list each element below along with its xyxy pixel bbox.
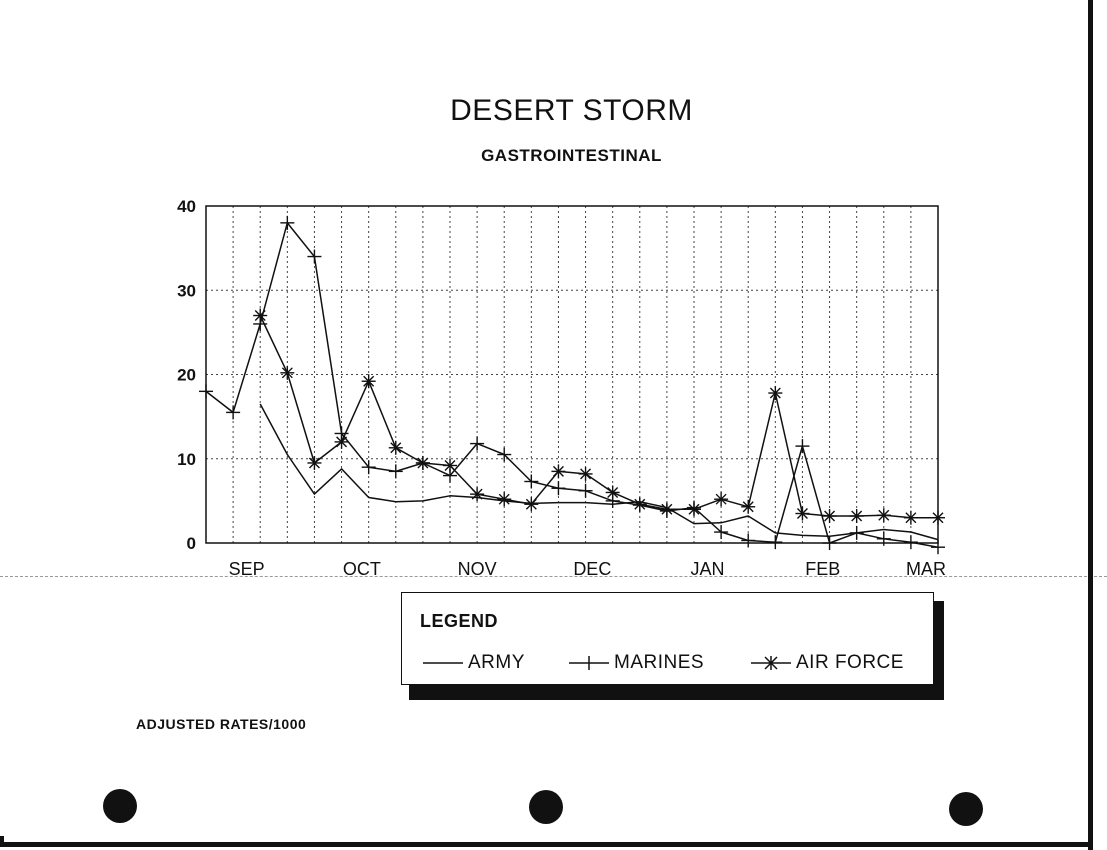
y-tick-label: 40 [177, 197, 196, 216]
punch-hole-right [949, 792, 983, 826]
army-series-line [260, 404, 938, 540]
punch-hole-center [529, 790, 563, 824]
marines-series-line [206, 223, 938, 547]
legend-item-air-force [750, 650, 904, 676]
x-month-label: SEP [228, 559, 265, 579]
x-month-label: FEB [805, 559, 841, 579]
army-line-icon [422, 657, 464, 669]
x-month-label: DEC [573, 559, 612, 579]
page-edge-corner [0, 836, 4, 847]
x-month-label: OCT [342, 559, 381, 579]
legend-item-marines [568, 650, 704, 676]
punch-hole-left [103, 789, 137, 823]
x-month-label: MAR [906, 559, 946, 579]
y-tick-label: 10 [177, 449, 196, 469]
y-tick-label: 20 [177, 365, 196, 385]
legend-label-air-force: AIR FORCE [796, 652, 904, 673]
x-month-label: NOV [457, 559, 497, 579]
page-edge-bottom [0, 842, 1093, 847]
y-tick-label: 0 [186, 534, 196, 553]
marines-plus-line-icon [568, 655, 610, 671]
chart-subtitle: GASTROINTESTINAL [481, 146, 662, 165]
air-force-series-line [260, 316, 938, 518]
air-force-asterisk-line-icon [750, 655, 792, 671]
y-tick-label: 30 [177, 281, 196, 301]
footnote: ADJUSTED RATES/1000 [136, 716, 307, 732]
legend-label-marines: MARINES [614, 652, 705, 673]
legend-label-army: ARMY [468, 652, 525, 673]
legend-title: LEGEND [420, 611, 499, 631]
chart-title: DESERT STORM [450, 94, 693, 127]
legend [401, 592, 934, 685]
page-edge-right [1088, 0, 1093, 850]
legend-item-army [422, 650, 525, 676]
x-month-label: JAN [690, 559, 725, 579]
